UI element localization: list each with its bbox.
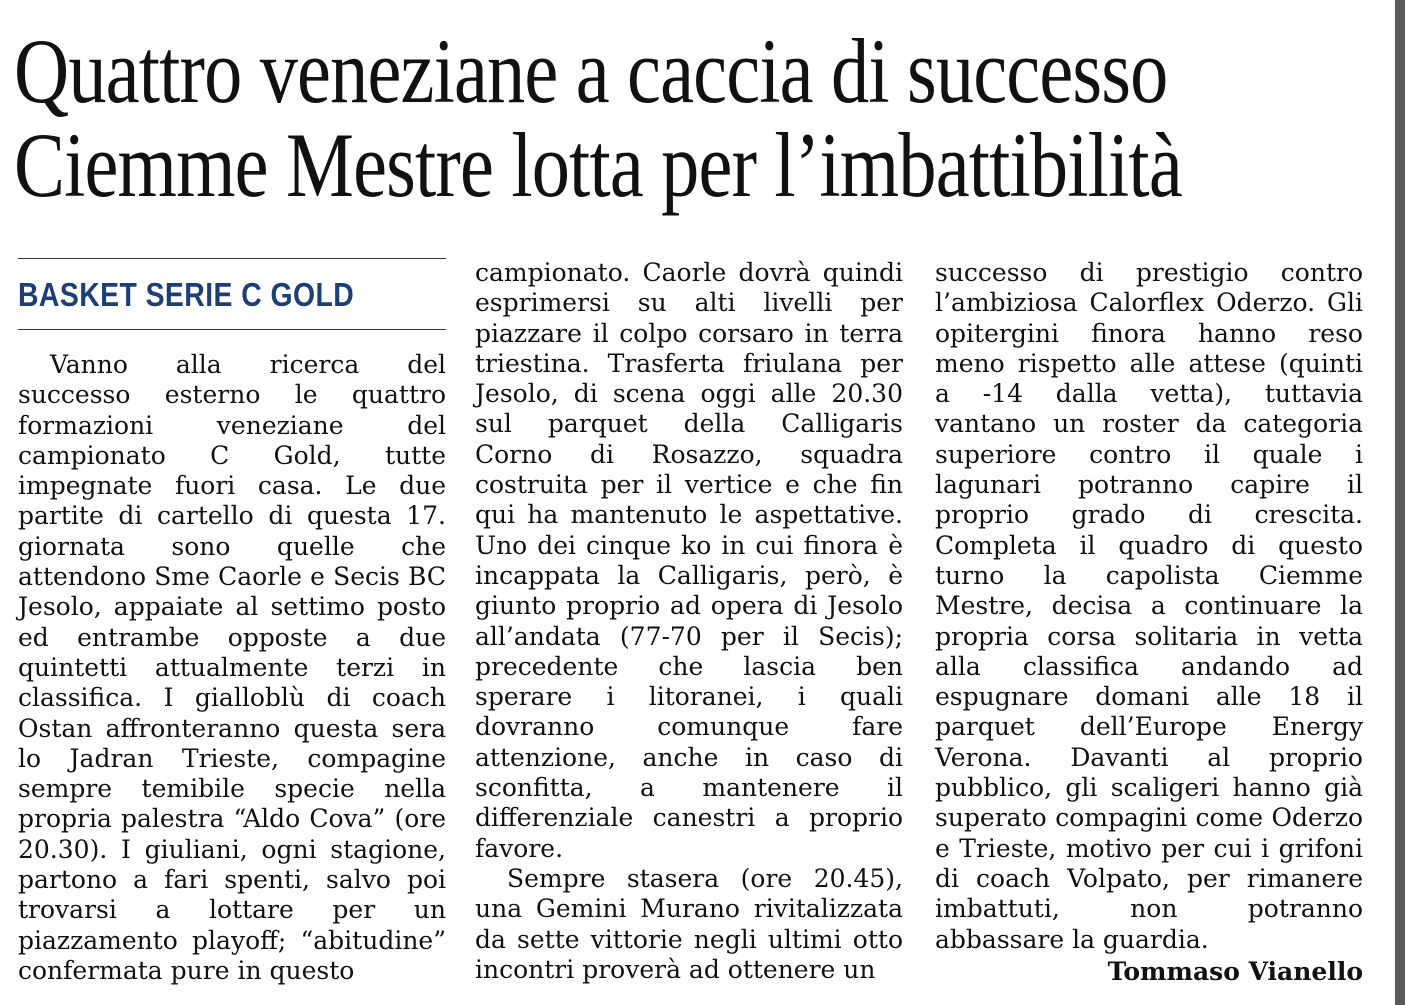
article-column-3 bbox=[935, 258, 1363, 987]
paragraph-2-part-2: successo di prestigio contro l’ambiziosa Calorflex Oderzo. Gli opitergini finora hanno reso meno rispetto alle attese (quinti a -14 dalla vetta), tuttavia vantano un roster da categoria superiore contro il quale i lagunari potranno capire il proprio grado di crescita. Completa il quadro di questo turno la capolista Ciemme Mestre, decisa a continuare la propria corsa solitaria in vetta alla classifica andando ad espugnare domani alle 18 il parquet dell’Europe Energy Verona. Davanti al proprio pubblico, gli scaligeri hanno già superato compagini come Oderzo e Trieste, motivo per cui i grifoni di coach Volpato, per rimanere imbattuti, non potranno abbassare la guardia. bbox=[935, 258, 1363, 954]
page-edge-shadow bbox=[1395, 0, 1405, 1005]
paragraph-1-part-1: Vanno alla ricerca del successo esterno le quattro formazioni veneziane del campionato C Gold, tutte impegnate fuori casa. Le due partite di cartello di questa 17. giornata sono quelle che attendono Sme Caorle e Secis BC Jesolo, appaiate al settimo posto ed entrambe opposte a due quintetti attualmente terzi in classifica. I gialloblù di coach Ostan affronteranno questa sera lo Jadran Trieste, compagine sempre temibile specie nella propria palestra “Aldo Cova” (ore 20.30). I giuliani, ogni stagione, partono a fari spenti, salvo poi trovarsi a lottare per un piazzamento playoff; “abitudine” confermata pure in questo bbox=[18, 350, 446, 985]
paragraph-2-part-1: Sempre stasera (ore 20.45), una Gemini Murano rivitalizzata da sette vittorie negli ultimi otto incontri proverà ad ottenere un bbox=[475, 863, 903, 984]
article-headline bbox=[14, 20, 1182, 216]
headline-line-1: Quattro veneziane a caccia di successo bbox=[14, 20, 1168, 122]
kicker-top-rule bbox=[18, 258, 446, 259]
section-kicker: BASKET SERIE C GOLD bbox=[18, 276, 355, 313]
article-column-1 bbox=[18, 258, 446, 986]
article-column-2 bbox=[475, 258, 903, 985]
paragraph-1-part-2: campionato. Caorle dovrà quindi esprimersi su alti livelli per piazzare il colpo corsaro in terra triestina. Trasferta friulana per Jesolo, di scena oggi alle 20.30 sul parquet della Calligaris Corno di Rosazzo, squadra costruita per il vertice e che fin qui ha mantenuto le aspettative. Uno dei cinque ko in cui finora è incappata la Calligaris, però, è giunto proprio ad opera di Jesolo all’andata (77-70 per il Secis); precedente che lascia ben sperare i litoranei, i quali dovranno comunque fare attenzione, anche in caso di sconfitta, a mantenere il differenziale canestri a proprio favore. bbox=[475, 258, 903, 863]
column-1-body bbox=[18, 350, 446, 986]
headline-line-2: Ciemme Mestre lotta per l’imbattibilità bbox=[14, 114, 1182, 216]
author-byline: Tommaso Vianello bbox=[1107, 956, 1363, 986]
kicker-bottom-rule bbox=[18, 329, 446, 330]
